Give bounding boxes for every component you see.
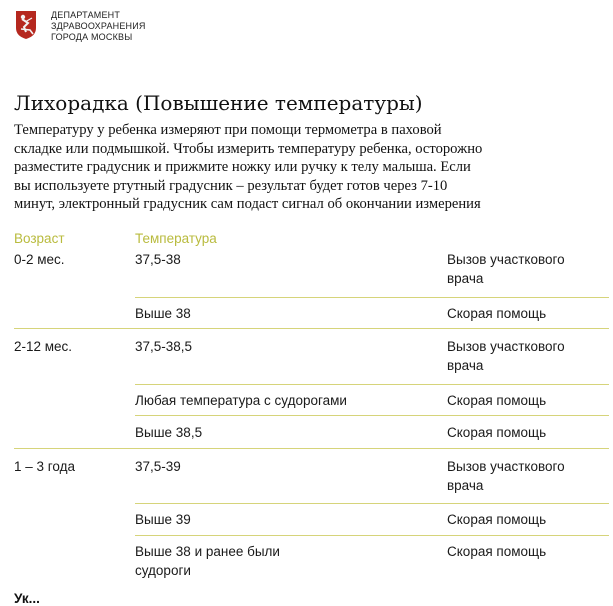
department-line: ДЕПАРТАМЕНТ — [51, 10, 121, 20]
temperature-column-header: Температура — [135, 231, 217, 246]
temperature-cell: Выше 38 — [135, 306, 191, 321]
action-cell: Скорая помощь — [447, 393, 547, 408]
department-logo — [15, 10, 146, 43]
age-column-header: Возраст — [14, 231, 65, 246]
group-divider — [14, 328, 609, 329]
temperature-cell: 37,5-38 — [135, 252, 181, 267]
age-cell: 2-12 мес. — [14, 339, 73, 354]
action-cell: Вызов участкового врача — [447, 339, 565, 373]
row-divider — [135, 384, 609, 385]
row-divider — [135, 297, 609, 298]
temperature-cell: Любая температура с судорогами — [135, 393, 347, 408]
action-cell: Скорая помощь — [447, 544, 547, 559]
department-line: ГОРОДА МОСКВЫ — [51, 32, 133, 42]
intro-paragraph — [14, 121, 609, 214]
action-cell: Скорая помощь — [447, 306, 547, 321]
action-cell: Скорая помощь — [447, 512, 547, 527]
row-divider — [135, 503, 609, 504]
action-cell: Вызов участкового врача — [447, 459, 565, 493]
temperature-cell: 37,5-39 — [135, 459, 181, 474]
department-line: ЗДРАВООХРАНЕНИЯ — [51, 21, 146, 31]
age-cell: 1 – 3 года — [14, 459, 76, 474]
row-divider — [135, 415, 609, 416]
intro-line: вы используете ртутный градусник – результат будет готов через 7-10 — [14, 177, 448, 194]
intro-line: складке или подмышкой. Чтобы измерить температуру ребенка, осторожно — [14, 140, 483, 157]
temperature-cell: Выше 38,5 — [135, 425, 203, 440]
temperature-cell: Выше 39 — [135, 512, 191, 527]
action-cell: Скорая помощь — [447, 425, 547, 440]
moscow-coat-of-arms-icon — [15, 10, 37, 40]
age-cell: 0-2 мес. — [14, 252, 65, 267]
intro-line: разместите градусник и прижмите ножку или ручку к телу малыша. Если — [14, 159, 471, 175]
row-divider — [135, 535, 609, 536]
cut-off-heading: Ук... — [14, 591, 40, 606]
page-title: Лихорадка (Повышение температуры) — [14, 91, 423, 115]
action-cell: Вызов участкового врача — [447, 252, 565, 286]
temperature-cell: Выше 38 и ранее были судороги — [135, 544, 280, 578]
department-name — [51, 10, 146, 43]
group-divider — [14, 448, 609, 449]
intro-line: Температуру у ребенка измеряют при помощи термометра в паховой — [14, 122, 442, 138]
temperature-cell: 37,5-38,5 — [135, 339, 193, 354]
intro-line: минут, электронный градусник сам подаст сигнал об окончании измерения — [14, 196, 481, 212]
